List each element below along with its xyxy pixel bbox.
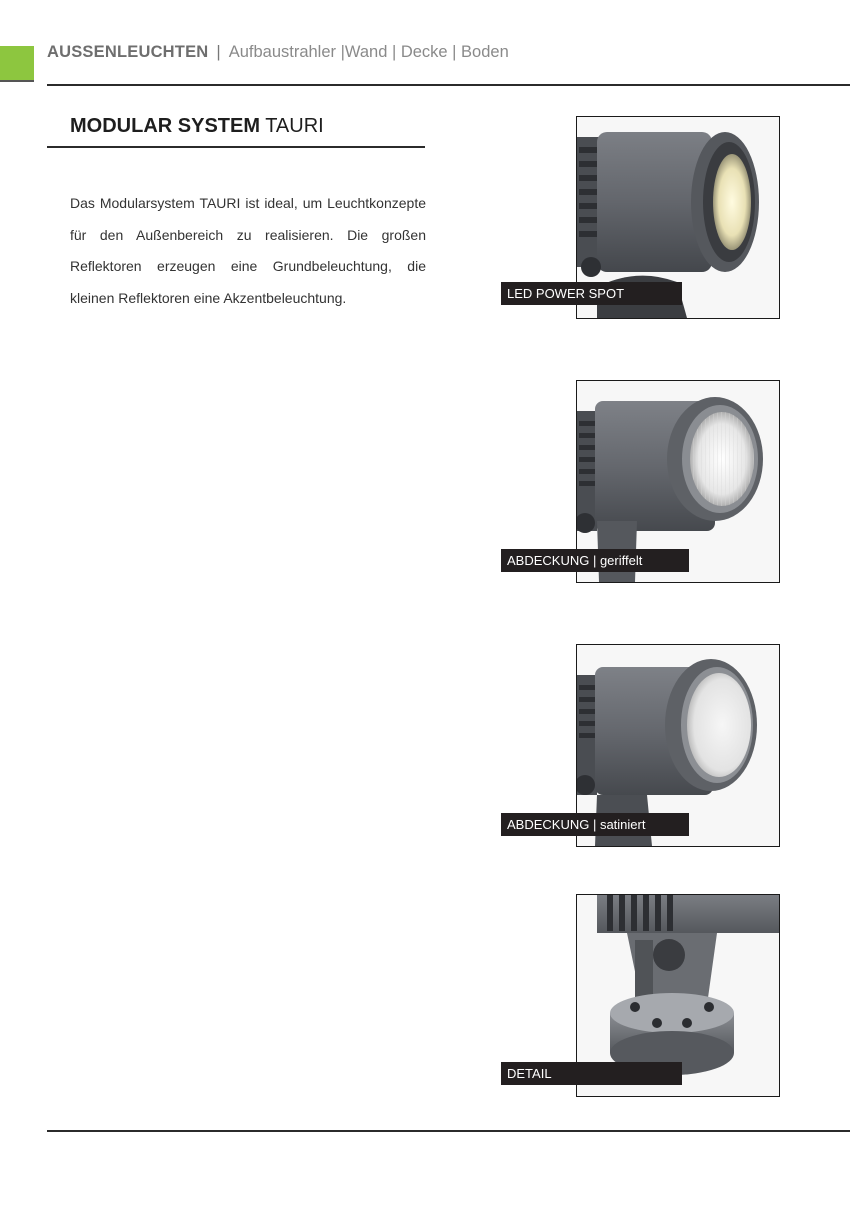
header-rule <box>47 84 850 86</box>
section-color-tab <box>0 46 34 80</box>
title-rule <box>47 146 425 148</box>
photo-caption: ABDECKUNG | geriffelt <box>501 549 689 572</box>
section-title-bold: MODULAR SYSTEM <box>70 115 260 137</box>
tab-underline <box>0 80 34 82</box>
footer-rule <box>47 1130 850 1132</box>
header-category: AUSSENLEUCHTEN <box>47 43 209 61</box>
photo-caption: ABDECKUNG | satiniert <box>501 813 689 836</box>
photo-caption: DETAIL <box>501 1062 682 1085</box>
header-subcategories: Aufbaustrahler |Wand | Decke | Boden <box>228 43 509 61</box>
page-header <box>47 43 509 62</box>
header-separator: | <box>216 43 221 61</box>
intro-paragraph: Das Modularsystem TAURI ist ideal, um Leuchtkonzepte für den Außenbereich zu realisieren. Die großen Reflektoren erzeugen eine Grundbeleuchtung, die kleinen Reflektoren eine Akzentbeleuchtung. <box>70 195 426 306</box>
photo-caption: LED POWER SPOT <box>501 282 682 305</box>
section-title <box>70 115 324 138</box>
section-title-light: TAURI <box>265 115 324 137</box>
